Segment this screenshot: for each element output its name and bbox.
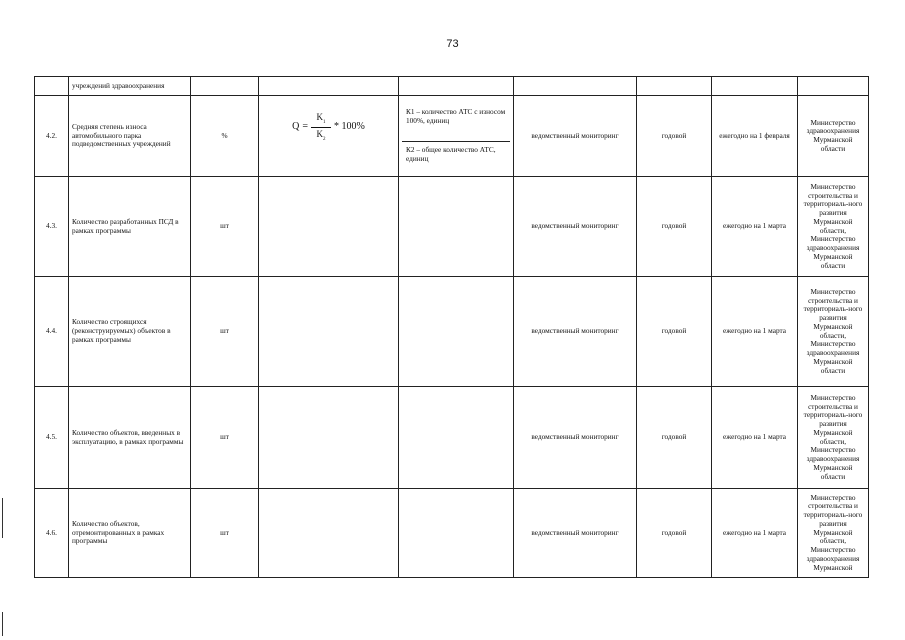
period-cell: годовой (637, 96, 712, 177)
deadline-cell: ежегодно на 1 февраля (712, 96, 798, 177)
responsible-cell: Министерство строительства и территориаль-ного развития Мурманской области, Министерство здравоохранения Мурманской области (798, 387, 869, 489)
formula-cell (259, 96, 399, 177)
method-cell: ведомственный мониторинг (514, 96, 637, 177)
table-row (35, 489, 869, 578)
formula-cell (259, 489, 399, 578)
indicator-name-cell: Количество объектов, введенных в эксплуатацию, в рамках программы (69, 387, 191, 489)
indicator-name-cell: учреждений здравоохранения (69, 77, 191, 96)
table-row (35, 77, 869, 96)
table-row (35, 96, 869, 177)
formula-numerator-sub: 1 (323, 119, 326, 125)
responsible-cell (798, 77, 869, 96)
variables-cell (399, 77, 514, 96)
method-cell: ведомственный мониторинг (514, 177, 637, 277)
formula-fraction (311, 112, 331, 143)
deadline-cell: ежегодно на 1 марта (712, 277, 798, 387)
period-cell (637, 77, 712, 96)
formula-cell (259, 77, 399, 96)
table-row (35, 277, 869, 387)
responsible-cell: Министерство строительства и территориаль-ного развития Мурманской области, Министерство здравоохранения Мурманской области (798, 177, 869, 277)
period-cell: годовой (637, 387, 712, 489)
formula-cell (259, 177, 399, 277)
deadline-cell: ежегодно на 1 марта (712, 177, 798, 277)
formula-numerator: K (316, 111, 324, 122)
table-row (35, 387, 869, 489)
formula-cell (259, 277, 399, 387)
method-cell: ведомственный мониторинг (514, 277, 637, 387)
deadline-cell: ежегодно на 1 марта (712, 489, 798, 578)
indicator-name-cell: Количество разработанных ПСД в рамках программы (69, 177, 191, 277)
unit-cell (191, 77, 259, 96)
unit-cell: шт (191, 177, 259, 277)
indicator-name-cell: Количество строящихся (реконструируемых) объектов в рамках программы (69, 277, 191, 387)
unit-cell: шт (191, 277, 259, 387)
period-cell: годовой (637, 277, 712, 387)
table-row (35, 177, 869, 277)
responsible-cell: Министерство здравоохранения Мурманской области (798, 96, 869, 177)
unit-cell: % (191, 96, 259, 177)
variables-cell (399, 96, 514, 177)
page-number: 73 (446, 38, 459, 50)
variable-k1: К1 – количество АТС с износом 100%, единиц (402, 105, 510, 142)
indicator-name-cell: Средняя степень износа автомобильного парка подведомственных учреждений (69, 96, 191, 177)
formula-denominator: K (316, 128, 324, 139)
variables-cell (399, 387, 514, 489)
formula-eq: = (302, 121, 309, 132)
row-number-cell: 4.6. (35, 489, 69, 578)
row-number-cell: 4.4. (35, 277, 69, 387)
row-number-cell: 4.3. (35, 177, 69, 277)
unit-cell: шт (191, 489, 259, 578)
indicator-name-cell: Количество объектов, отремонтированных в рамках программы (69, 489, 191, 578)
formula-cell (259, 387, 399, 489)
responsible-cell: Министерство строительства и территориаль-ного развития Мурманской области, Министерство здравоохранения Мурманской области (798, 277, 869, 387)
indicators-table (34, 76, 869, 578)
formula-denominator-sub: 2 (323, 136, 326, 142)
row-number-cell (35, 77, 69, 96)
formula (262, 112, 395, 143)
variables-cell (399, 177, 514, 277)
deadline-cell: ежегодно на 1 марта (712, 387, 798, 489)
formula-left: Q (292, 121, 300, 132)
scan-edge-mark (2, 612, 3, 636)
deadline-cell (712, 77, 798, 96)
method-cell: ведомственный мониторинг (514, 489, 637, 578)
row-number-cell: 4.5. (35, 387, 69, 489)
responsible-cell: Министерство строительства и территориаль-ного развития Мурманской области, Министерство здравоохранения Мурманской (798, 489, 869, 578)
unit-cell: шт (191, 387, 259, 489)
variables-cell (399, 489, 514, 578)
method-cell (514, 77, 637, 96)
scan-edge-mark (2, 498, 3, 538)
variables-cell (399, 277, 514, 387)
formula-tail: * 100% (334, 121, 365, 132)
period-cell: годовой (637, 177, 712, 277)
variable-k2: К2 – общее количество АТС, единиц (406, 144, 496, 163)
method-cell: ведомственный мониторинг (514, 387, 637, 489)
period-cell: годовой (637, 489, 712, 578)
row-number-cell: 4.2. (35, 96, 69, 177)
